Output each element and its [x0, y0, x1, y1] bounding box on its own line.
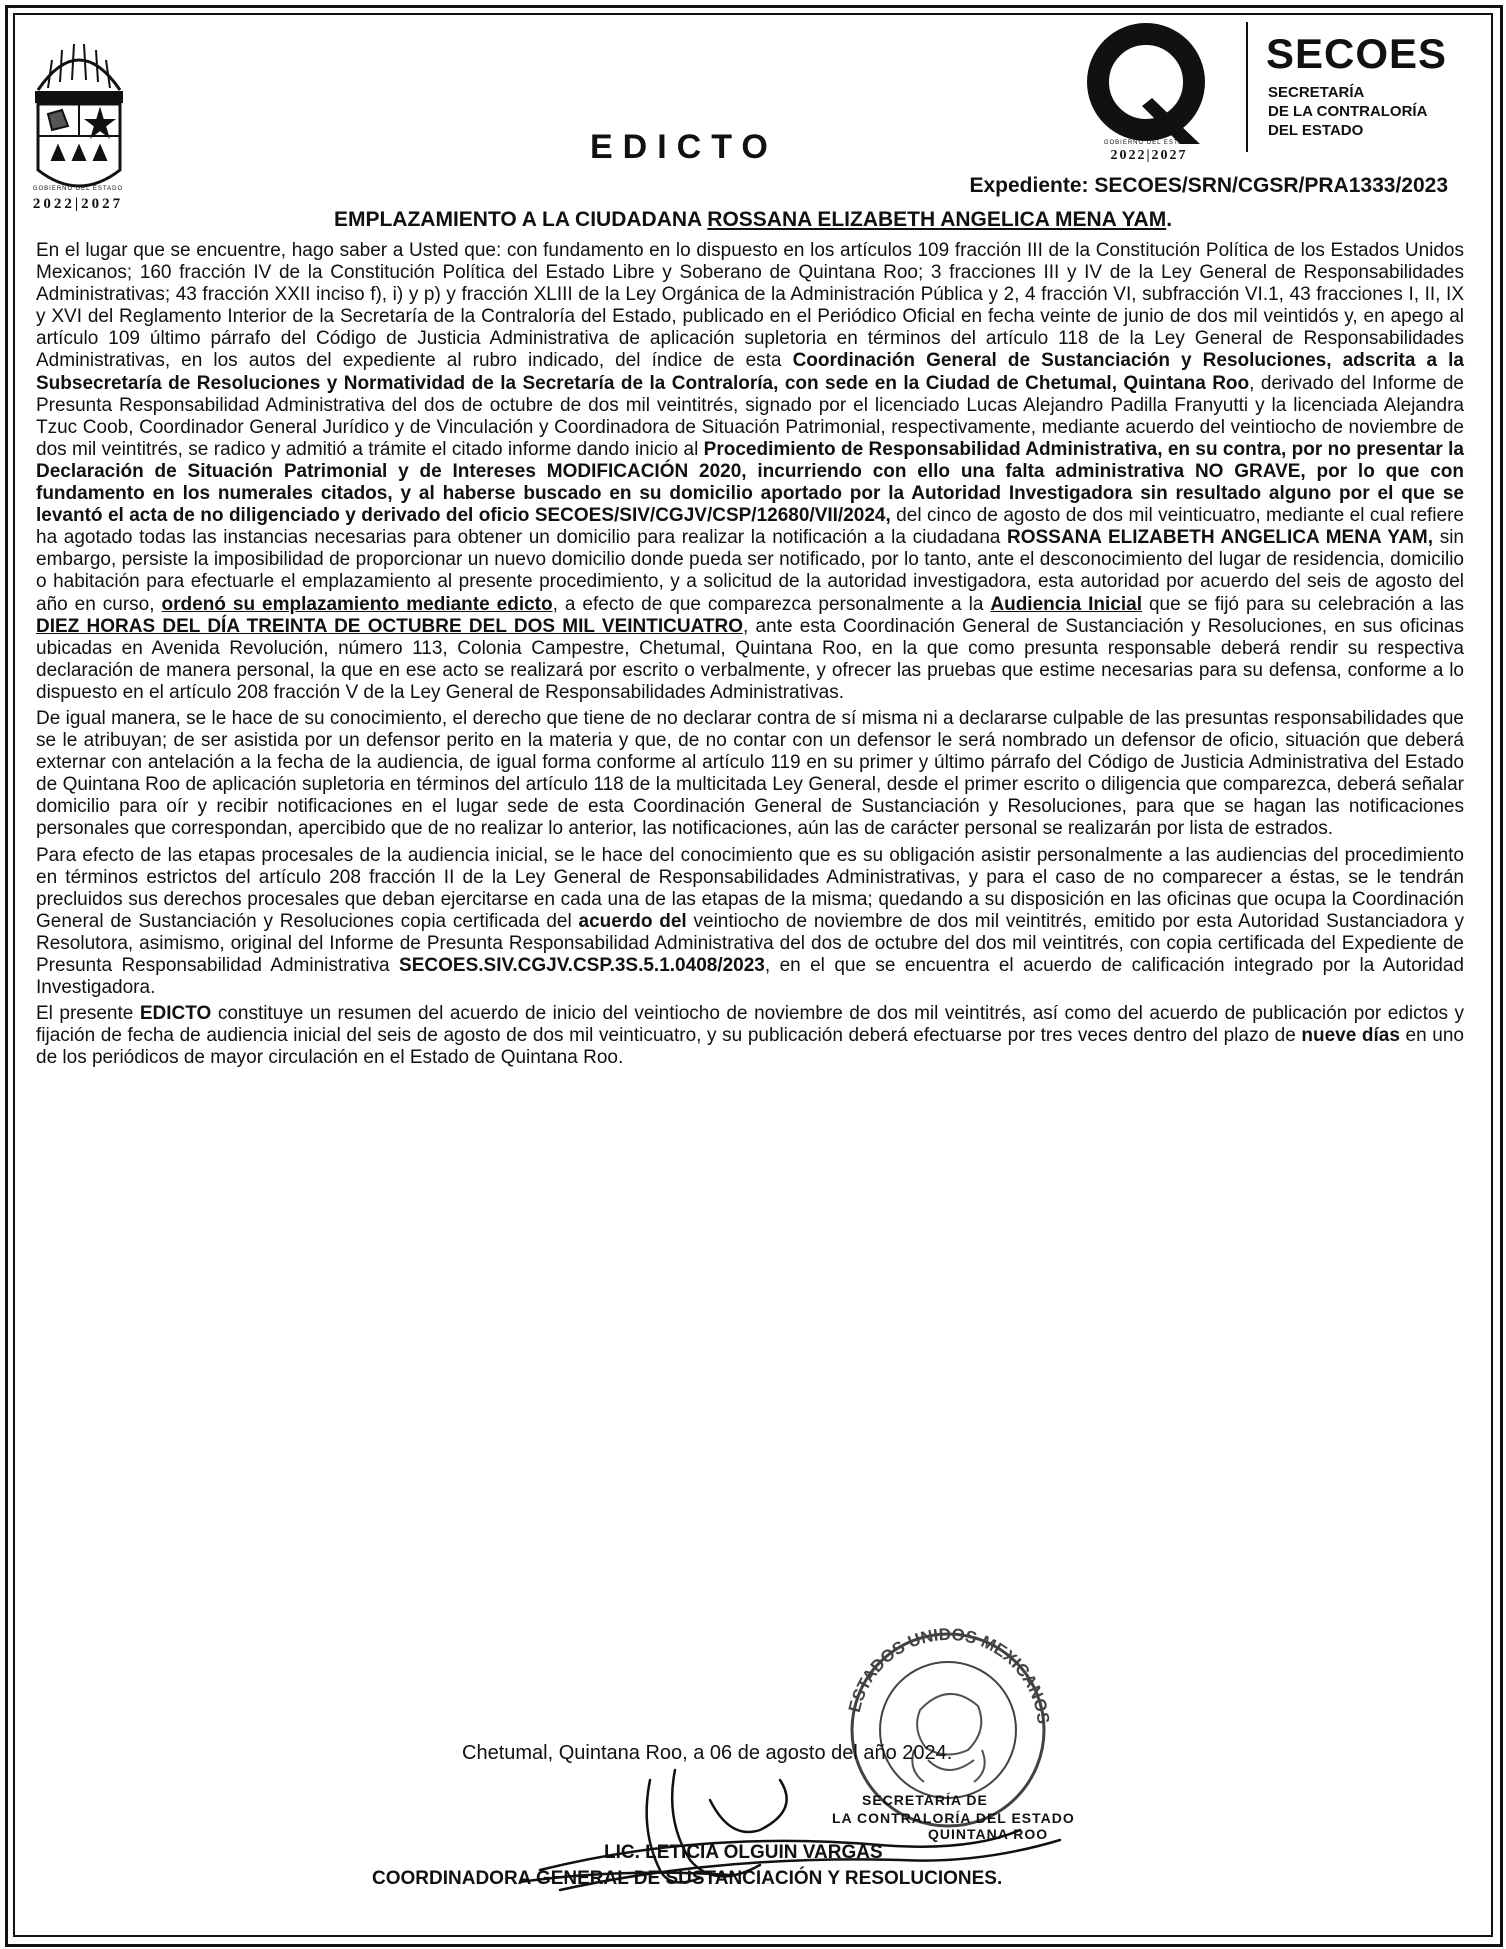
document-title: EDICTO — [590, 128, 778, 166]
p1-bold-2: Procedimiento de Responsabilidad Administrativa, en su contra, por no presentar la Declaración de Situación Patrimonial y de Intereses MODIFICACIÓN 2020, incurriendo con ello una falta administrativa NO GRAVE, por lo que con fundamento en los numerales citados, y al haberse buscado en su domicilio aportado por la Autoridad Investigadora sin resultado alguno por el que se levantó el acta de no diligenciado y derivado del oficio SECOES/SIV/CGJV/CSP/12680/VII/2024, — [36, 438, 1465, 527]
seal-text: ESTADOS UNIDOS MEXICANOS — [844, 1624, 1053, 1725]
paragraph-2: De igual manera, se le hace de su conocimiento, el derecho que tiene de no declarar contra de sí misma ni a declararse culpable de las presuntas responsabilidades que se le atribuyan; de ser asistida por un defensor perito en la materia y que, de no contar con un defensor le será nombrado un defensor de oficio, situación que deberá externar con antelación a la fecha de la audiencia, de igual forma conforme al artículo 119 en su primer y último párrafo del Código de Justicia Administrativa del Estado de Quintana Roo de aplicación supletoria en términos del artículo 118 de la multicitada Ley General, desde el primer escrito o diligencia que comparezca, deberá señalar domicilio para oír y recibir notificaciones en el lugar sede de esta Coordinación General de Sustanciación y Resoluciones, para que se hagan las notificaciones personales que correspondan, apercibido que de no realizar lo anterior, las notificaciones, aún las de carácter personal se realizarán por lista de estrados. — [36, 707, 1464, 840]
p3-bold-1: acuerdo del — [578, 910, 687, 932]
p3-text-3: , en el que se encuentra el acuerdo de calificación integrado por la Autoridad Investigadora. — [36, 955, 1464, 999]
q-logo-icon — [1082, 20, 1214, 150]
secoes-line-2: DE LA CONTRALORÍA — [1268, 103, 1428, 120]
p1-text-6: que se fijó para su celebración a las — [1142, 593, 1465, 615]
secoes-name: SECOES — [1266, 30, 1448, 77]
p4-text-1: El presente — [36, 1003, 140, 1025]
secoes-line-1: SECRETARÍA — [1268, 84, 1365, 101]
svg-text:ESTADOS UNIDOS MEXICANOS — [845, 1625, 1053, 1725]
stamp-line-3: QUINTANA ROO — [928, 1826, 1049, 1842]
q-logo-small-text: GOBIERNO DEL ESTADO — [1103, 140, 1195, 146]
emplazamiento-heading — [0, 208, 1506, 232]
p1-underline-2: Audiencia Inicial — [990, 593, 1143, 615]
p4-text-3: en uno de los periódicos de mayor circulación en el Estado de Quintana Roo. — [36, 1025, 1464, 1069]
p1-bold-3: ROSSANA ELIZABETH ANGELICA MENA YAM, — [1007, 527, 1434, 549]
p1-text-4: sin embargo, persiste la imposibilidad de proporcionar un nuevo domicilio donde pueda ser notificado, por lo tanto, ante el desconocimiento del lugar de residencia, domicilio o habitación para efectuarle el emplazamiento al presente procedimiento, y a solicitud de la autoridad investigadora, esta autoridad por acuerdo del seis de agosto del año en curso, — [36, 527, 1465, 615]
p1-text-7: , ante esta Coordinación General de Sustanciación y Resoluciones, en sus oficinas ubicadas en Avenida Revolución, número 113, Colonia Campestre, Chetumal, Quintana Roo, en la que como presunta responsable deberá rendir su respectiva declaración de manera personal, la que en ese acto se realizará por escrito o verbalmente, y ofrecer las pruebas que estime necesarias para su defensa, conforme a lo dispuesto en el artículo 208 fracción V de la Ley General de Responsabilidades Administrativas. — [36, 615, 1464, 703]
expediente-number: Expediente: SECOES/SRN/CGSR/PRA1333/2023 — [969, 174, 1448, 197]
secoes-line-3: DEL ESTADO — [1268, 122, 1364, 139]
p3-bold-2: SECOES.SIV.CGJV.CSP.3S.5.1.0408/2023 — [399, 955, 765, 976]
p1-text-5: , a efecto de que comparezca personalmente a la — [552, 593, 991, 615]
p1-underline-3: DIEZ HORAS DEL DÍA TREINTA DE OCTUBRE DEL DOS MIL VEINTICUATRO — [36, 615, 744, 637]
p1-bold-1: Coordinación General de Sustanciación y Resoluciones, adscrita a la Subsecretaría de Resoluciones y Normatividad de la Secretaría de la Contraloría, con sede en la Ciudad de Chetumal, Quintana Roo — [36, 350, 1464, 394]
logo-divider — [1246, 22, 1248, 152]
stamp-line-2: LA CONTRALORÍA DEL ESTADO — [832, 1810, 1075, 1826]
paragraph-3 — [36, 845, 1464, 1000]
paragraph-4 — [36, 1003, 1464, 1069]
q-logo-years: 2022|2027 — [1110, 148, 1188, 163]
p1-text-2: , derivado del Informe de Presunta Responsabilidad Administrativa del dos de octubre de dos mil veintitrés, signado por el licenciado Lucas Alejandro Padilla Franyutti y la licenciada Alejandra Tzuc Coob, Coordinador General Jurídico y de Vinculación y Coordinadora de Situación Patrimonial, respectivamente, mediante acuerdo del veintiocho de noviembre de dos mil veintitrés, se radico y admitió a trámite el citado informe dando inicio al — [36, 372, 1464, 460]
edicto-body — [36, 240, 1464, 1073]
state-coat-of-arms-icon — [28, 30, 130, 210]
p4-text-2: constituye un resumen del acuerdo de inicio del veintiocho de noviembre de dos mil veintitrés, así como del acuerdo de publicación por edictos y fijación de fecha de audiencia inicial del seis de agosto de dos mil veinticuatro, y su publicación deberá efectuarse por tres veces dentro del plazo de — [36, 1003, 1464, 1047]
state-logo-small-text: GOBIERNO DEL ESTADO — [32, 186, 124, 192]
p3-text-2: veintiocho de noviembre de dos mil veintitrés, emitido por esta Autoridad Sustanciadora y Resolutora, asimismo, original del Informe de Presunta Responsabilidad Administrativa del dos de octubre del dos mil veintitrés, con copia certificada del Expediente de Presunta Responsabilidad Administrativa — [36, 910, 1464, 976]
p4-bold-2: nueve días — [1301, 1025, 1400, 1047]
p1-text-3: del cinco de agosto de dos mil veinticuatro, mediante el cual refiere ha agotado todas las instancias necesarias para obtener un domicilio para realizar la notificación a la ciudadana — [36, 505, 1464, 549]
stamp-line-1: SECRETARÍA DE — [862, 1792, 988, 1808]
emplazamiento-prefix: EMPLAZAMIENTO A LA CIUDADANA — [333, 208, 708, 231]
state-logo-years: 2022|2027 — [32, 196, 124, 212]
signer-title: COORDINADORA GENERAL DE SUSTANCIACIÓN Y RESOLUCIONES. — [372, 1868, 1003, 1889]
emplazamiento-name: ROSSANA ELIZABETH ANGELICA MENA YAM — [707, 208, 1167, 231]
place-and-date: Chetumal, Quintana Roo, a 06 de agosto del año 2024. — [462, 1742, 953, 1764]
p3-text-1: Para efecto de las etapas procesales de la audiencia inicial, se le hace del conocimiento que es su obligación asistir personalmente a las audiencias del procedimiento en términos estrictos del artículo 208 fracción II de la Ley General de Responsabilidades Administrativas, y para el caso de no comparecer a éstas, se le tendrán precluidos sus derechos procesales que deban ejercitarse en cada una de las etapas de la misma; quedando a su disposición en las oficinas que ocupa la Coordinación General de Sustanciación y Resoluciones copia certificada del — [36, 844, 1464, 932]
signer-name: LIC. LETICIA OLGUIN VARGAS — [604, 1842, 883, 1863]
p1-underline-1: ordenó su emplazamiento mediante edicto — [161, 593, 553, 615]
p4-bold-1: EDICTO — [139, 1003, 212, 1025]
emplazamiento-suffix: . — [1166, 208, 1173, 231]
p1-text-1: En el lugar que se encuentre, hago saber a Usted que: con fundamento en lo dispuesto en los artículos 109 fracción III de la Constitución Política de los Estados Unidos Mexicanos; 160 fracción IV de la Constitución Política del Estado Libre y Soberano de Quintana Roo; 3 fracciones III y IV de la Ley General de Responsabilidades Administrativas; 43 fracción XXII inciso f), i) y p) y fracción XLIII de la Ley Orgánica de la Administración Pública y 2, 4 fracción VI, subfracción VI.1, 43 fracciones I, II, IX y XVI del Reglamento Interior de la Secretaría de la Contraloría del Estado, publicado en el Periódico Oficial en fecha veinte de junio de dos mil veintidós y, en apego al artículo 109 último párrafo del Código de Justicia Administrativa de aplicación supletoria en términos del artículo 118 de la Ley General de Responsabilidades Administrativas, en los autos del expediente al rubro indicado, del índice de esta — [36, 240, 1464, 372]
paragraph-1 — [36, 240, 1464, 704]
